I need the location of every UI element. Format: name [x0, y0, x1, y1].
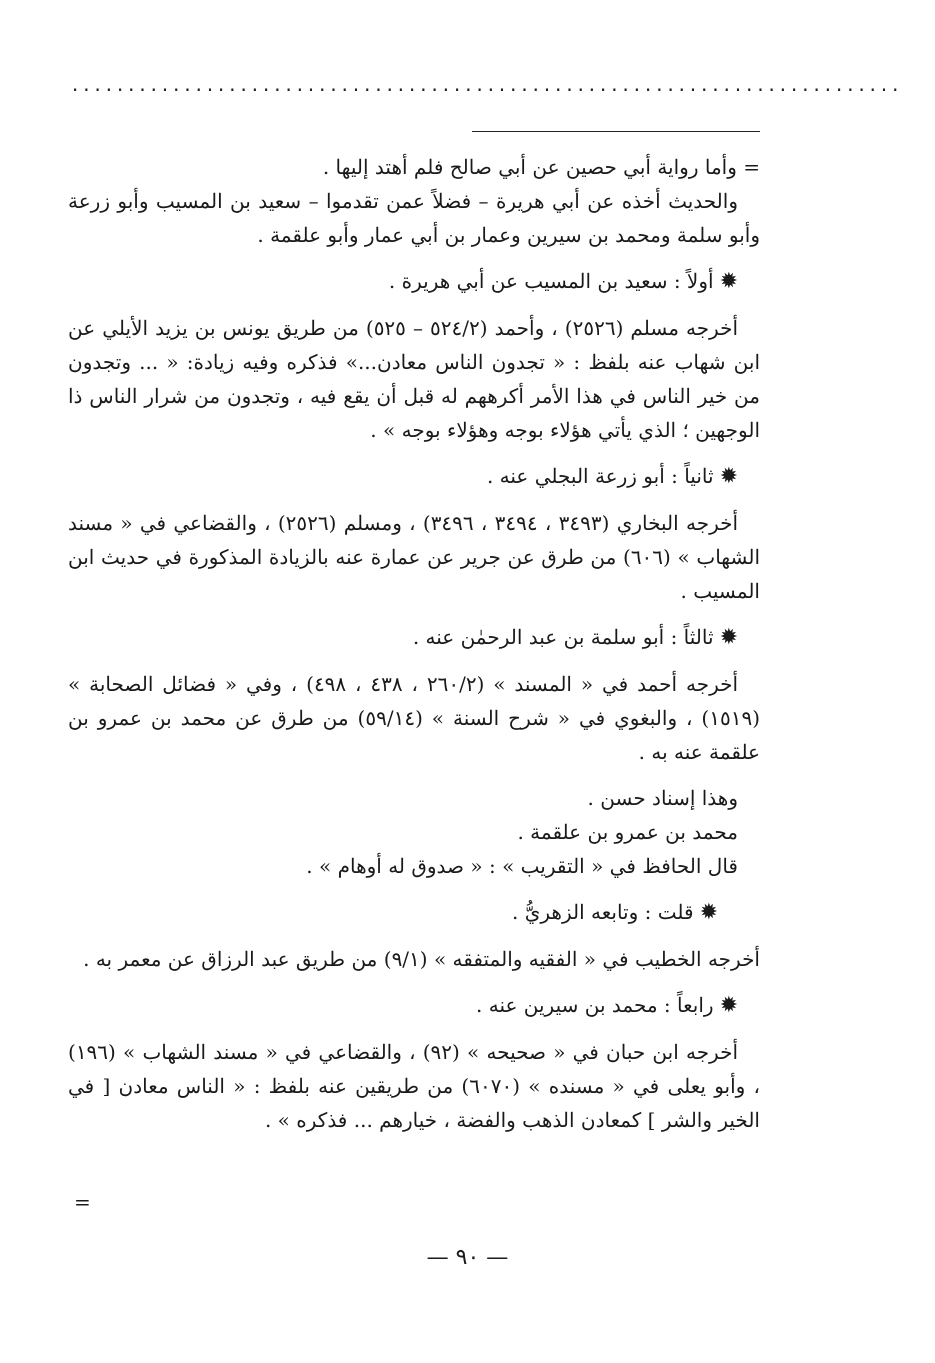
paragraph: أخرجه أحمد في « المسند » (٢٦٠/٢ ، ٤٣٨ ، ٤٩٨) ، وفي « فضائل الصحابة » (١٥١٩) ، والبغوي في « شرح السنة » (٥٩/١٤) من طرق عن محمد بن عمرو بن علقمة عنه به .	[68, 672, 761, 764]
star-icon: ✹	[719, 993, 738, 1018]
footnote-rule	[472, 131, 760, 132]
paragraph: أخرجه البخاري (٣٤٩٣ ، ٣٤٩٤ ، ٣٤٩٦) ، ومسلم (٢٥٢٦) ، والقضاعي في « مسند الشهاب » (٦٠٦) من طرق عن جرير عن عمارة عنه بالزيادة المذكورة في حديث ابن المسيب .	[68, 511, 760, 603]
star-icon: ✹	[719, 625, 738, 650]
section-heading-text: قلت : وتابعه الزهريُّ .	[512, 900, 694, 924]
paragraph: أخرجه مسلم (٢٥٢٦) ، وأحمد (٥٢٤/٢ – ٥٢٥) من طريق يونس بن يزيد الأيلي عن ابن شهاب عنه بلفظ : « تجدون الناس معادن...» فذكره وفيه زيادة: « ... وتجدون من خير الناس في هذا الأمر أكرههم له قبل أن يقع فيه ، وتجدون من شرار الناس ذا الوجهين ؛ الذي يأتي هؤلاء بوجه وهؤلاء بوجه » .	[68, 316, 760, 442]
paragraph: أخرجه الخطيب في « الفقيه والمتفقه » (٩/١) من طريق عبد الرزاق عن معمر به .	[83, 947, 760, 971]
separator-dots: ..........................................................................	[70, 76, 902, 96]
paragraph: وهذا إسناد حسن .	[587, 786, 738, 810]
page-body	[68, 150, 760, 1137]
section-heading	[68, 988, 760, 1023]
continuation-mark: =	[74, 1190, 91, 1214]
paragraph: أخرجه ابن حبان في « صحيحه » (٩٢) ، والقضاعي في « مسند الشهاب » (١٩٦) ، وأبو يعلى في « مسنده » (٦٠٧٠) من طريقين عنه بلفظ : « الناس معادن [ في الخير والشر ] كمعادن الذهب والفضة ، خيارهم ... فذكره » .	[68, 1040, 760, 1132]
section-heading	[68, 895, 760, 930]
section-heading	[68, 264, 760, 299]
star-icon: ✹	[699, 900, 718, 925]
paragraph: قال الحافظ في « التقريب » : « صدوق له أوهام » .	[306, 854, 738, 878]
star-icon: ✹	[719, 464, 738, 489]
paragraph: والحديث أخذه عن أبي هريرة – فضلاً عمن تقدموا – سعيد بن المسيب وأبو زرعة وأبو سلمة ومحمد بن سيرين وعمار بن أبي عمار وأبو علقمة .	[68, 189, 760, 247]
section-heading	[68, 459, 760, 494]
star-icon: ✹	[719, 269, 738, 294]
section-heading	[68, 620, 760, 655]
section-heading-text: ثانياً : أبو زرعة البجلي عنه .	[486, 464, 714, 488]
section-heading-text: ثالثاً : أبو سلمة بن عبد الرحمٰن عنه .	[412, 625, 714, 649]
section-heading-text: رابعاً : محمد بن سيرين عنه .	[476, 993, 714, 1017]
text-line: = وأما رواية أبي حصين عن أبي صالح فلم أهتد إليها .	[322, 155, 760, 179]
page-number: — ٩٠ —	[426, 1245, 509, 1270]
section-heading-text: أولاً : سعيد بن المسيب عن أبي هريرة .	[388, 269, 714, 293]
paragraph: محمد بن عمرو بن علقمة .	[517, 820, 738, 844]
